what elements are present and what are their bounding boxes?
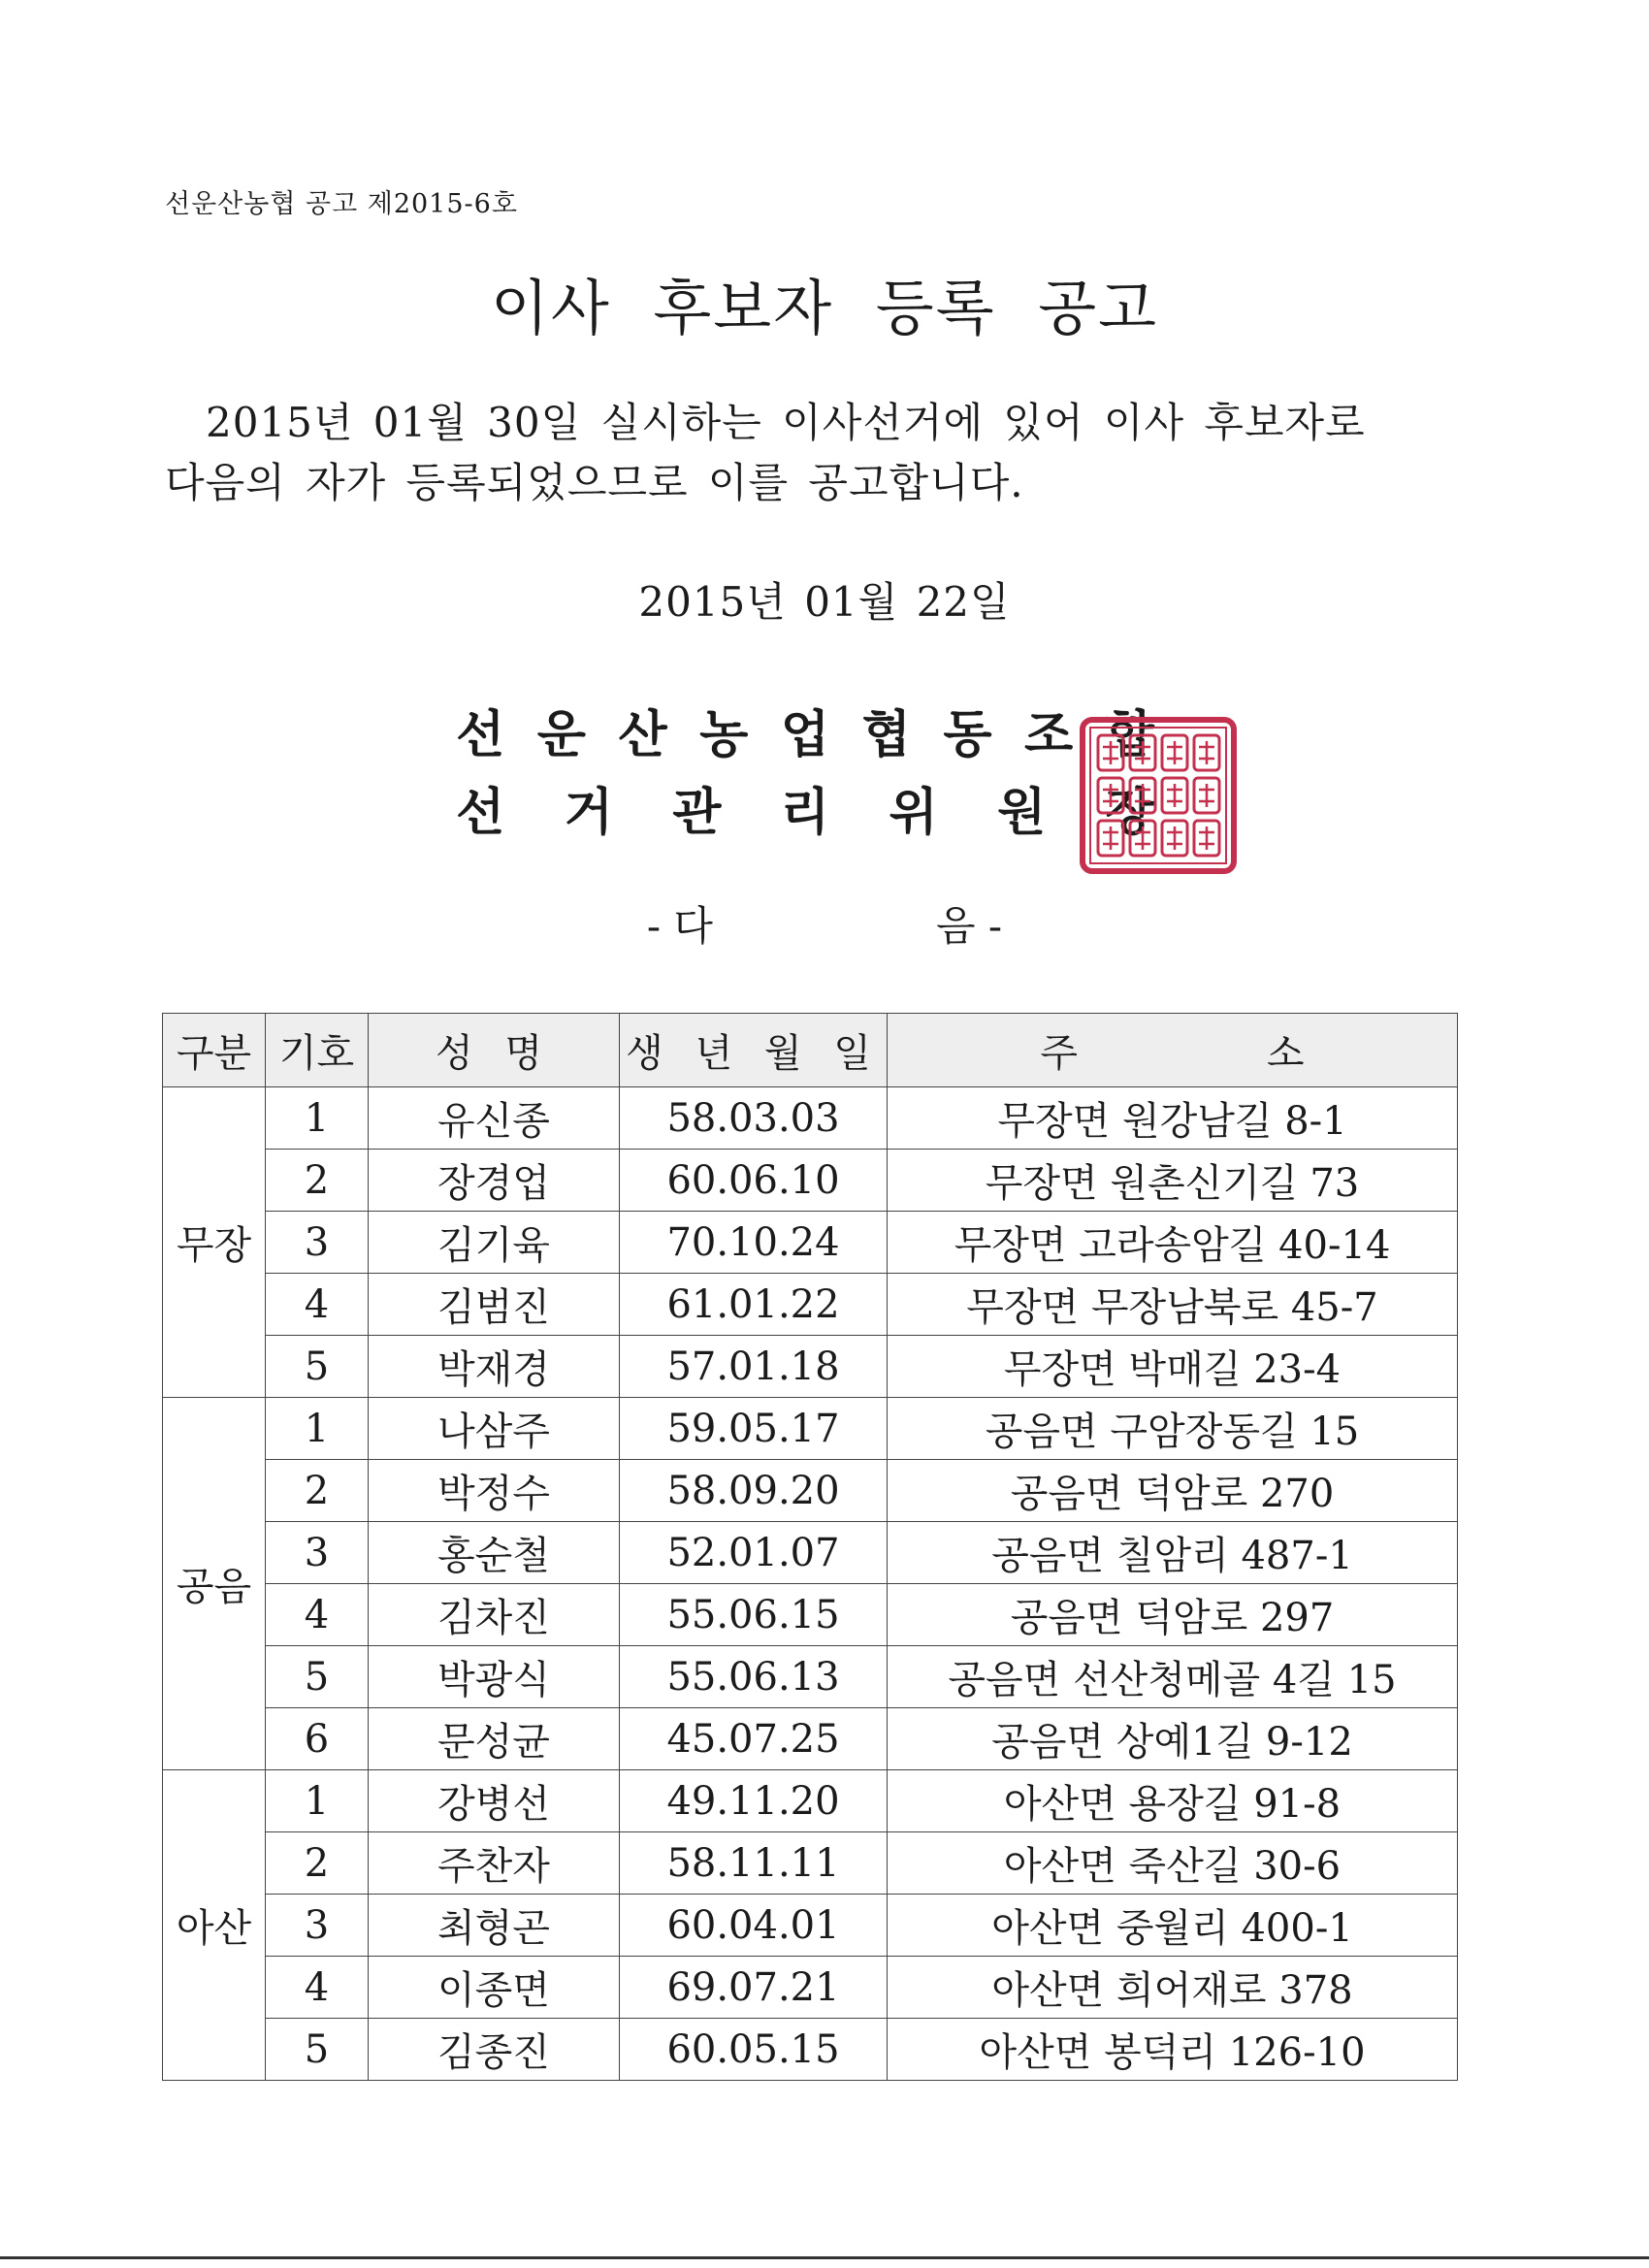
name-cell: 장경업: [369, 1150, 620, 1212]
header-division: 구분: [163, 1014, 266, 1087]
address-cell: 아산면 중월리 400-1: [888, 1895, 1458, 1957]
birthdate-cell: 69.07.21: [620, 1957, 888, 2019]
name-cell: 김범진: [369, 1274, 620, 1336]
symbol-cell: 1: [266, 1087, 369, 1150]
address-cell: 무장면 원강남길 8-1: [888, 1087, 1458, 1150]
symbol-cell: 2: [266, 1460, 369, 1522]
header-birthdate: 생 년 월 일: [620, 1014, 888, 1087]
symbol-cell: 4: [266, 1274, 369, 1336]
table-row: [163, 1646, 1458, 1708]
symbol-cell: 3: [266, 1895, 369, 1957]
issuer-title-char: 거: [564, 783, 613, 842]
header-name: 성 명: [369, 1014, 620, 1087]
name-cell: 홍순철: [369, 1522, 620, 1584]
name-cell: 김종진: [369, 2019, 620, 2081]
notice-number: 선운산농협 공고 제2015-6호: [165, 189, 518, 219]
division-cell: 무장: [163, 1087, 266, 1398]
table-row: [163, 1212, 1458, 1274]
issuer-block: [456, 697, 1154, 852]
name-cell: 김기육: [369, 1212, 620, 1274]
table-row: [163, 1584, 1458, 1646]
issuer-organization-char: 합: [1105, 705, 1154, 764]
name-cell: 강병선: [369, 1770, 620, 1832]
issuer-title-char: 위: [889, 783, 938, 842]
symbol-cell: 1: [266, 1770, 369, 1832]
address-cell: 공음면 상예1길 9-12: [888, 1708, 1458, 1770]
address-cell: 무장면 무장남북로 45-7: [888, 1274, 1458, 1336]
seal-icon: [1079, 716, 1238, 875]
name-cell: 주찬자: [369, 1832, 620, 1895]
birthdate-cell: 52.01.07: [620, 1522, 888, 1584]
issuer-title-char: 관: [672, 783, 722, 842]
birthdate-cell: 58.03.03: [620, 1087, 888, 1150]
address-cell: 공음면 덕암로 297: [888, 1584, 1458, 1646]
table-row: [163, 1150, 1458, 1212]
symbol-cell: 5: [266, 2019, 369, 2081]
intro-paragraph: [165, 393, 1465, 513]
birthdate-cell: 55.06.13: [620, 1646, 888, 1708]
birthdate-cell: 60.04.01: [620, 1895, 888, 1957]
table-row: [163, 2019, 1458, 2081]
issuer-organization-char: 협: [861, 705, 911, 764]
issuer-organization-char: 산: [618, 705, 667, 764]
name-cell: 박정수: [369, 1460, 620, 1522]
symbol-cell: 2: [266, 1150, 369, 1212]
header-symbol: 기호: [266, 1014, 369, 1087]
address-cell: 무장면 원촌신기길 73: [888, 1150, 1458, 1212]
address-cell: 무장면 고라송암길 40-14: [888, 1212, 1458, 1274]
candidates-table: [162, 1013, 1458, 2081]
table-row: [163, 1708, 1458, 1770]
table-row: [163, 1522, 1458, 1584]
address-cell: 공음면 칠암리 487-1: [888, 1522, 1458, 1584]
table-row: [163, 1087, 1458, 1150]
name-cell: 최형곤: [369, 1895, 620, 1957]
symbol-cell: 5: [266, 1336, 369, 1398]
table-row: [163, 1336, 1458, 1398]
table-row: [163, 1770, 1458, 1832]
issuer-organization-char: 농: [699, 705, 749, 764]
birthdate-cell: 58.11.11: [620, 1832, 888, 1895]
issuer-title-char: 리: [780, 783, 830, 842]
issuer-title-char: 원: [997, 783, 1047, 842]
issuer-title: [456, 774, 1154, 852]
name-cell: 나삼주: [369, 1398, 620, 1460]
birthdate-cell: 45.07.25: [620, 1708, 888, 1770]
name-cell: 문성균: [369, 1708, 620, 1770]
table-row: [163, 1460, 1458, 1522]
issuer-title-char: 선: [456, 783, 505, 842]
table-row: [163, 1832, 1458, 1895]
address-cell: 공음면 덕암로 270: [888, 1460, 1458, 1522]
table-row: [163, 1895, 1458, 1957]
address-cell: 공음면 선산청메골 4길 15: [888, 1646, 1458, 1708]
address-cell: 아산면 봉덕리 126-10: [888, 2019, 1458, 2081]
table-row: [163, 1274, 1458, 1336]
header-address-part-2: 소: [1266, 1031, 1305, 1076]
birthdate-cell: 59.05.17: [620, 1398, 888, 1460]
table-header-row: [163, 1014, 1458, 1087]
intro-line-1: 2015년 01월 30일 실시하는 이사선거에 있어 이사 후보자로: [206, 399, 1366, 446]
table-row: [163, 1398, 1458, 1460]
list-heading: [0, 894, 1649, 953]
name-cell: 이종면: [369, 1957, 620, 2019]
address-cell: 공음면 구암장동길 15: [888, 1398, 1458, 1460]
list-heading-right: 음 -: [936, 902, 1003, 950]
address-cell: 아산면 용장길 91-8: [888, 1770, 1458, 1832]
address-cell: 아산면 죽산길 30-6: [888, 1832, 1458, 1895]
issuer-organization: [456, 697, 1154, 774]
symbol-cell: 6: [266, 1708, 369, 1770]
header-address: [888, 1014, 1458, 1087]
header-address-part-1: 주: [1040, 1031, 1079, 1076]
birthdate-cell: 57.01.18: [620, 1336, 888, 1398]
address-cell: 아산면 희어재로 378: [888, 1957, 1458, 2019]
birthdate-cell: 60.06.10: [620, 1150, 888, 1212]
symbol-cell: 1: [266, 1398, 369, 1460]
symbol-cell: 2: [266, 1832, 369, 1895]
birthdate-cell: 49.11.20: [620, 1770, 888, 1832]
symbol-cell: 4: [266, 1584, 369, 1646]
division-cell: 공음: [163, 1398, 266, 1770]
birthdate-cell: 70.10.24: [620, 1212, 888, 1274]
document-title: 이사 후보자 등록 공고: [490, 273, 1159, 343]
birthdate-cell: 60.05.15: [620, 2019, 888, 2081]
address-cell: 무장면 박매길 23-4: [888, 1336, 1458, 1398]
issuer-title-char: 장: [1105, 783, 1154, 842]
birthdate-cell: 55.06.15: [620, 1584, 888, 1646]
birthdate-cell: 58.09.20: [620, 1460, 888, 1522]
division-cell: 아산: [163, 1770, 266, 2081]
name-cell: 김차진: [369, 1584, 620, 1646]
page-bottom-edge: [0, 2256, 1649, 2259]
issuer-organization-char: 선: [456, 705, 505, 764]
issuer-organization-char: 동: [943, 705, 992, 764]
intro-line-2: 다음의 자가 등록되었으므로 이를 공고합니다.: [165, 459, 1024, 506]
symbol-cell: 5: [266, 1646, 369, 1708]
symbol-cell: 3: [266, 1212, 369, 1274]
issue-date: 2015년 01월 22일: [638, 578, 1011, 626]
name-cell: 유신종: [369, 1087, 620, 1150]
symbol-cell: 3: [266, 1522, 369, 1584]
name-cell: 박광식: [369, 1646, 620, 1708]
issuer-organization-char: 업: [780, 705, 830, 764]
birthdate-cell: 61.01.22: [620, 1274, 888, 1336]
issuer-organization-char: 조: [1024, 705, 1074, 764]
table-row: [163, 1957, 1458, 2019]
list-heading-left: - 다: [646, 902, 713, 950]
symbol-cell: 4: [266, 1957, 369, 2019]
issuer-organization-char: 운: [536, 705, 586, 764]
name-cell: 박재경: [369, 1336, 620, 1398]
official-seal-stamp: [1079, 716, 1238, 875]
